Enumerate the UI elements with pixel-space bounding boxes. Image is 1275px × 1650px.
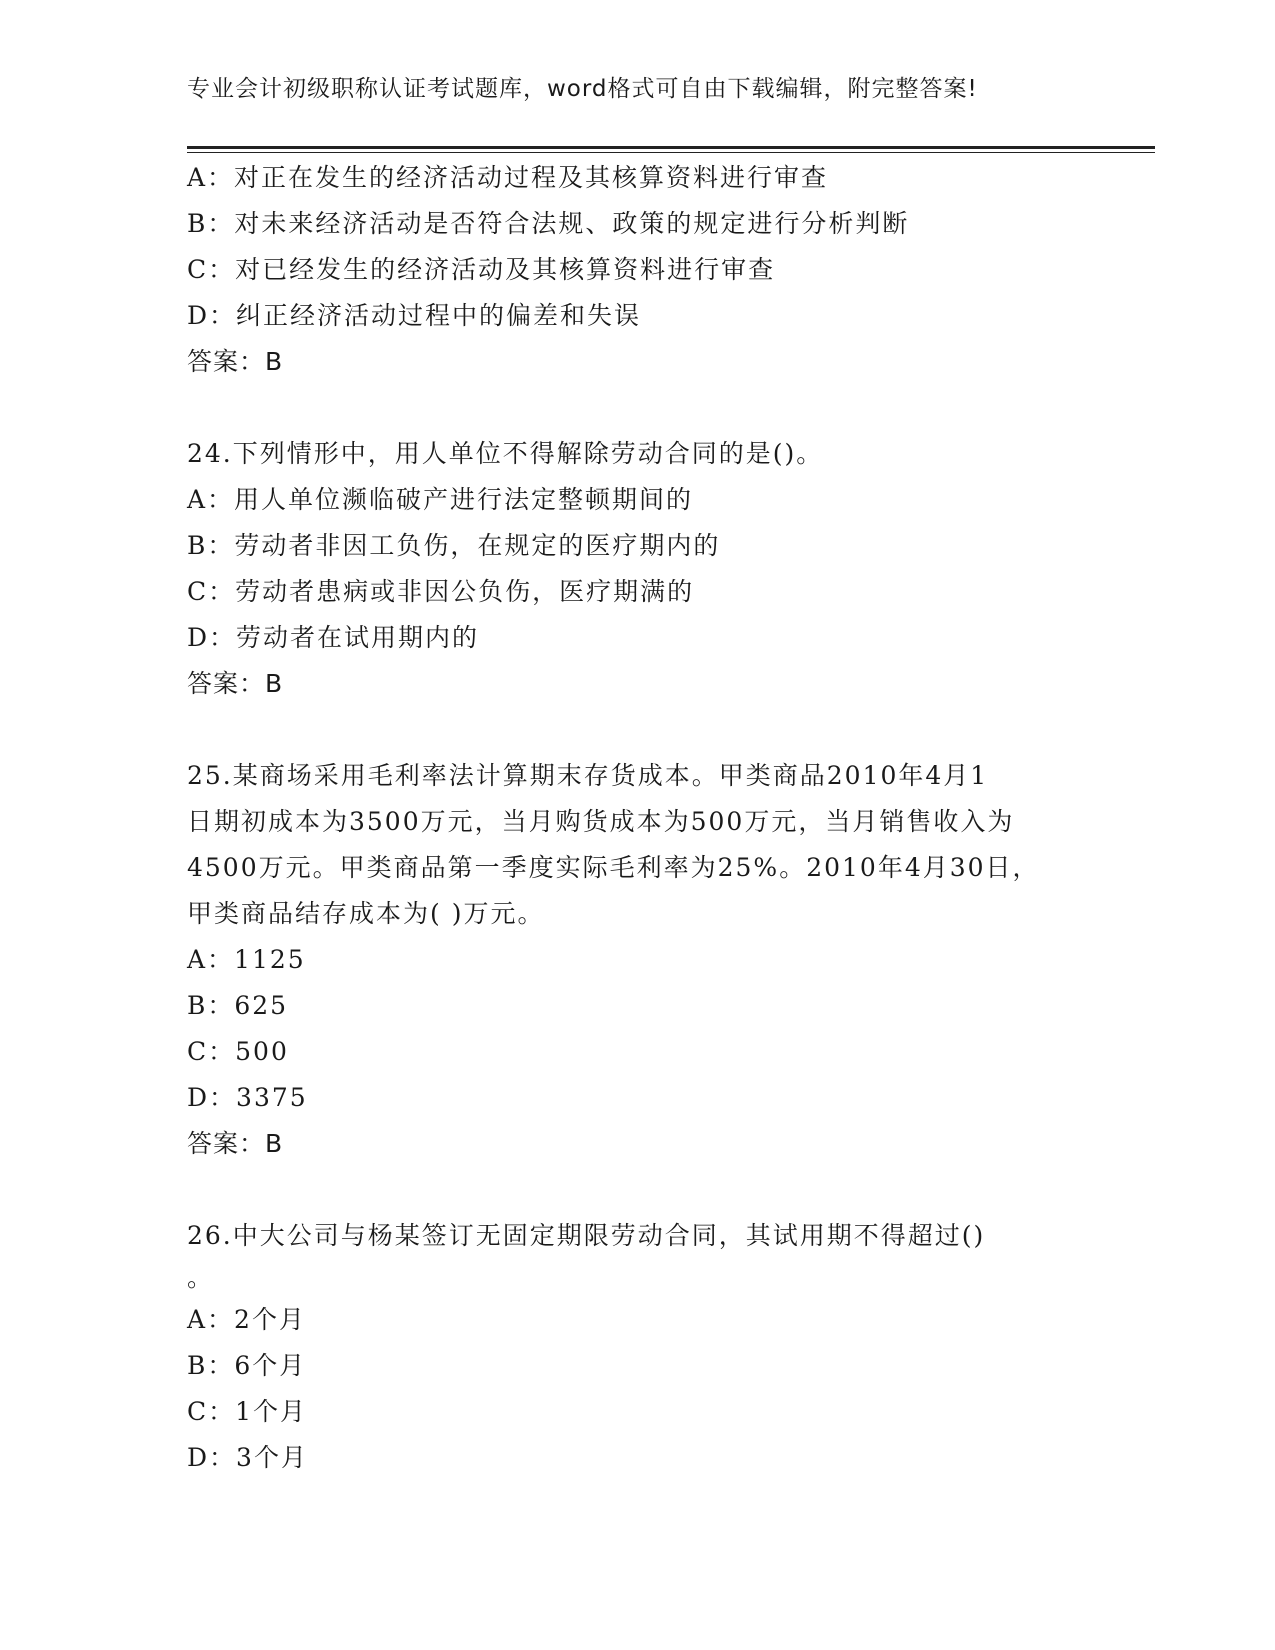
option-b: B：625	[187, 991, 289, 1020]
option-a: A：对正在发生的经济活动过程及其核算资料进行审查	[187, 163, 829, 192]
option-c: C：劳动者患病或非因公负伤，医疗期满的	[187, 577, 695, 606]
option-d: D：纠正经济活动过程中的偏差和失误	[187, 301, 642, 330]
answer: 答案：B	[187, 669, 284, 698]
option-c: C：对已经发生的经济活动及其核算资料进行审查	[187, 255, 776, 284]
answer: 答案：B	[187, 347, 284, 376]
header-divider	[187, 146, 1155, 149]
option-c: C：500	[187, 1037, 289, 1066]
option-a: A：用人单位濒临破产进行法定整顿期间的	[187, 485, 694, 514]
question-23	[187, 155, 1087, 385]
page-header: 专业会计初级职称认证考试题库，word格式可自由下载编辑，附完整答案!	[187, 76, 978, 102]
option-d: D：3375	[187, 1083, 308, 1112]
question-26	[187, 1213, 1087, 1481]
question-stem-line: 4500万元。甲类商品第一季度实际毛利率为25%。2010年4月30日，	[187, 853, 1040, 882]
question-stem-line: 25.某商场采用毛利率法计算期末存货成本。甲类商品2010年4月1	[187, 761, 989, 790]
option-d: D：劳动者在试用期内的	[187, 623, 480, 652]
option-d: D：3个月	[187, 1443, 308, 1472]
question-list	[187, 155, 1087, 1481]
option-c: C：1个月	[187, 1397, 308, 1426]
option-a: A：2个月	[187, 1305, 306, 1334]
question-stem: 26.中大公司与杨某签订无固定期限劳动合同，其试用期不得超过()	[187, 1221, 986, 1250]
question-stem-tail: 。	[187, 1263, 213, 1292]
answer: 答案：B	[187, 1129, 284, 1158]
question-24	[187, 431, 1087, 707]
option-b: B：劳动者非因工负伤，在规定的医疗期内的	[187, 531, 721, 560]
option-b: B：对未来经济活动是否符合法规、政策的规定进行分析判断	[187, 209, 910, 238]
option-b: B：6个月	[187, 1351, 307, 1380]
question-stem-line: 甲类商品结存成本为( )万元。	[187, 899, 545, 928]
spacer	[187, 1167, 1087, 1213]
question-25	[187, 753, 1087, 1167]
spacer	[187, 707, 1087, 753]
header-divider-thin	[187, 152, 1155, 153]
spacer	[187, 385, 1087, 431]
question-stem: 24.下列情形中，用人单位不得解除劳动合同的是()。	[187, 439, 824, 468]
question-stem-line: 日期初成本为3500万元，当月购货成本为500万元，当月销售收入为	[187, 807, 1015, 836]
option-a: A：1125	[187, 945, 306, 974]
